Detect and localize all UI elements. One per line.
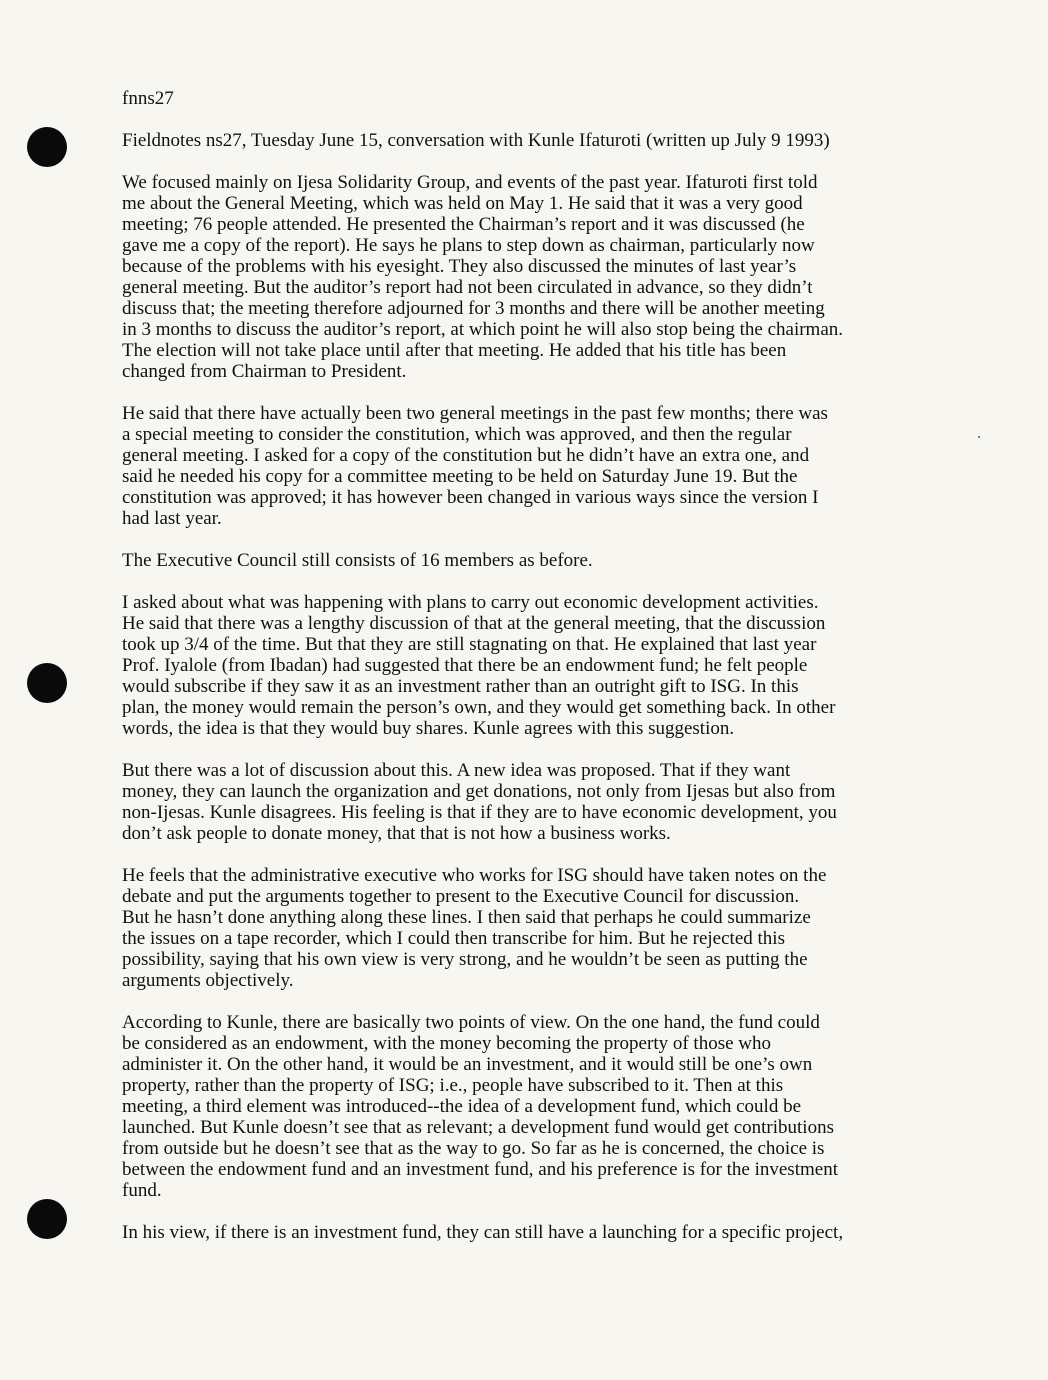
text-line: don’t ask people to donate money, that that is not how a business works.	[122, 823, 671, 844]
text-line: took up 3/4 of the time. But that they are still stagnating on that. He explained that last year	[122, 634, 817, 655]
text-line: between the endowment fund and an investment fund, and his preference is for the investment	[122, 1159, 838, 1180]
text-line: plan, the money would remain the person’s own, and they would get something back. In other	[122, 697, 836, 718]
document-body	[122, 88, 942, 1264]
text-line: words, the idea is that they would buy shares. Kunle agrees with this suggestion.	[122, 718, 735, 739]
text-line: in 3 months to discuss the auditor’s report, at which point he will also stop being the chairman.	[122, 319, 844, 340]
text-line: a special meeting to consider the constitution, which was approved, and then the regular	[122, 424, 792, 445]
text-line: me about the General Meeting, which was held on May 1. He said that it was a very good	[122, 193, 803, 214]
text-line: fund.	[122, 1180, 162, 1201]
text-line: He feels that the administrative executive who works for ISG should have taken notes on the	[122, 865, 827, 886]
paragraph	[122, 172, 942, 382]
document-heading: Fieldnotes ns27, Tuesday June 15, conversation with Kunle Ifaturoti (written up July 9 1993)	[122, 130, 830, 151]
text-line: debate and put the arguments together to present to the Executive Council for discussion.	[122, 886, 800, 907]
text-line: constitution was approved; it has however been changed in various ways since the version I	[122, 487, 819, 508]
text-line: In his view, if there is an investment fund, they can still have a launching for a specific project,	[122, 1222, 844, 1243]
text-line: general meeting. I asked for a copy of the constitution but he didn’t have an extra one, and	[122, 445, 810, 466]
text-line: He said that there was a lengthy discussion of that at the general meeting, that the discussion	[122, 613, 826, 634]
binder-hole-middle	[27, 663, 67, 703]
text-line: gave me a copy of the report). He says he plans to step down as chairman, particularly now	[122, 235, 815, 256]
text-line: property, rather than the property of ISG; i.e., people have subscribed to it. Then at this	[122, 1075, 784, 1096]
text-line: would subscribe if they saw it as an investment rather than an outright gift to ISG. In this	[122, 676, 799, 697]
text-line: had last year.	[122, 508, 222, 529]
text-line: said he needed his copy for a committee meeting to be held on Saturday June 19. But the	[122, 466, 798, 487]
paragraph	[122, 403, 942, 529]
binder-hole-top	[27, 127, 67, 167]
text-line: possibility, saying that his own view is very strong, and he wouldn’t be seen as putting the	[122, 949, 808, 970]
text-line: The Executive Council still consists of 16 members as before.	[122, 550, 593, 571]
text-line: But there was a lot of discussion about this. A new idea was proposed. That if they want	[122, 760, 791, 781]
text-line: the issues on a tape recorder, which I could then transcribe for him. But he rejected this	[122, 928, 785, 949]
text-line: non-Ijesas. Kunle disagrees. His feeling is that if they are to have economic development, you	[122, 802, 837, 823]
text-line: Prof. Iyalole (from Ibadan) had suggested that there be an endowment fund; he felt people	[122, 655, 808, 676]
text-line: But he hasn’t done anything along these lines. I then said that perhaps he could summarize	[122, 907, 811, 928]
text-line: be considered as an endowment, with the money becoming the property of those who	[122, 1033, 771, 1054]
text-line: because of the problems with his eyesight. They also discussed the minutes of last year’s	[122, 256, 797, 277]
binder-hole-bottom	[27, 1199, 67, 1239]
text-line: money, they can launch the organization and get donations, not only from Ijesas but also from	[122, 781, 836, 802]
paper-speck	[978, 436, 980, 438]
text-line: I asked about what was happening with plans to carry out economic development activities.	[122, 592, 819, 613]
paragraph	[122, 592, 942, 739]
text-line: administer it. On the other hand, it would be an investment, and it would still be one’s own	[122, 1054, 813, 1075]
text-line: discuss that; the meeting therefore adjourned for 3 months and there will be another meeting	[122, 298, 825, 319]
text-line: arguments objectively.	[122, 970, 294, 991]
text-line: from outside but he doesn’t see that as the way to go. So far as he is concerned, the choice is	[122, 1138, 825, 1159]
text-line: He said that there have actually been two general meetings in the past few months; there was	[122, 403, 828, 424]
text-line: meeting, a third element was introduced--the idea of a development fund, which could be	[122, 1096, 802, 1117]
paragraph	[122, 1012, 942, 1201]
paragraph	[122, 1222, 942, 1243]
text-line: According to Kunle, there are basically two points of view. On the one hand, the fund could	[122, 1012, 820, 1033]
paragraph	[122, 760, 942, 844]
text-line: general meeting. But the auditor’s report had not been circulated in advance, so they didn’t	[122, 277, 813, 298]
paragraph-list	[122, 172, 942, 1243]
file-code: fnns27	[122, 88, 174, 109]
paragraph	[122, 865, 942, 991]
paragraph	[122, 550, 942, 571]
text-line: The election will not take place until after that meeting. He added that his title has been	[122, 340, 787, 361]
text-line: launched. But Kunle doesn’t see that as relevant; a development fund would get contributions	[122, 1117, 834, 1138]
text-line: meeting; 76 people attended. He presented the Chairman’s report and it was discussed (he	[122, 214, 805, 235]
text-line: We focused mainly on Ijesa Solidarity Group, and events of the past year. Ifaturoti first told	[122, 172, 818, 193]
text-line: changed from Chairman to President.	[122, 361, 407, 382]
